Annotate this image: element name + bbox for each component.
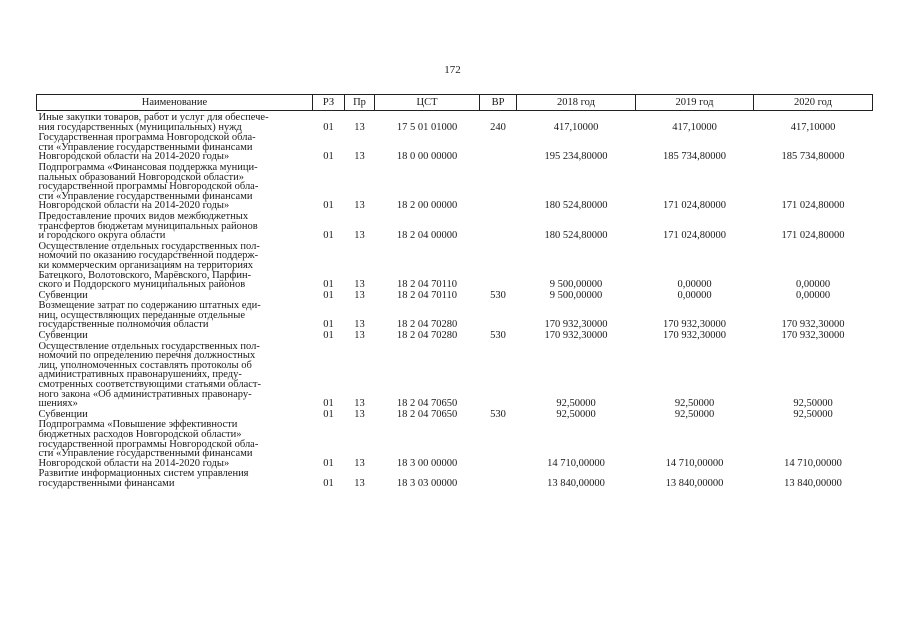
row-rz: 01	[323, 151, 334, 163]
table-row	[37, 162, 873, 211]
row-cst: 18 2 04 70110	[397, 289, 457, 301]
row-cst: 18 3 03 00000	[396, 477, 458, 489]
row-vr	[480, 300, 517, 330]
row-amount-2018: 14 710,00000	[547, 457, 605, 469]
row-amount-2018: 92,50000	[556, 398, 596, 410]
row-amount-2020: 0,00000	[795, 289, 831, 301]
row-rz: 01	[323, 457, 334, 469]
row-amount-2020: 185 734,80000	[781, 151, 845, 163]
row-vr: 530	[490, 408, 506, 420]
row-rz: 01	[323, 330, 334, 342]
row-cst: 18 3 00 00000	[396, 457, 458, 469]
table-row	[37, 419, 873, 468]
row-amount-2018: 13 840,00000	[547, 477, 605, 489]
row-amount-2020: 170 932,30000	[781, 319, 845, 331]
row-amount-2019: 170 932,30000	[663, 330, 726, 342]
row-vr	[480, 468, 517, 488]
header-cst: ЦСТ	[375, 95, 480, 111]
row-amount-2018: 170 932,30000	[544, 330, 608, 342]
row-name: Субвенции	[38, 330, 88, 342]
row-vr	[480, 162, 517, 211]
row-cst: 18 2 00 00000	[396, 200, 458, 212]
row-amount-2018: 170 932,30000	[544, 319, 608, 331]
row-vr: 240	[490, 121, 506, 133]
row-name: Субвенции	[38, 408, 88, 420]
page-number: 172	[444, 64, 461, 76]
table-row	[37, 300, 873, 330]
row-rz: 01	[323, 319, 334, 331]
table-row	[37, 132, 873, 162]
row-pr: 13	[354, 121, 365, 133]
header-2018: 2018 год	[517, 95, 636, 111]
row-vr	[480, 341, 517, 409]
row-cst: 18 2 04 70110	[397, 279, 457, 291]
row-cst: 18 2 04 00000	[396, 230, 458, 242]
row-amount-2018: 9 500,00000	[549, 289, 603, 301]
header-name: Наименование	[37, 95, 313, 111]
row-pr: 13	[354, 319, 365, 331]
row-amount-2018: 92,50000	[556, 408, 596, 420]
row-vr	[480, 241, 517, 290]
row-amount-2019: 170 932,30000	[663, 319, 726, 331]
row-vr	[480, 211, 517, 241]
table-row	[37, 341, 873, 409]
row-amount-2020: 171 024,80000	[781, 230, 845, 242]
header-2020: 2020 год	[754, 95, 873, 111]
row-name: Возмещение затрат по содержанию штатных еди- ниц, осуществляющих переданные отдельные государственные полномочия области	[38, 300, 261, 331]
table-row	[37, 211, 873, 241]
row-rz: 01	[323, 230, 334, 242]
header-row	[37, 95, 873, 111]
row-rz: 01	[323, 477, 334, 489]
row-name: Осуществление отдельных государственных пол- номочий по определению перечня должностных лиц, уполномоченных составлять протоколы об административных правонарушениях, преду- смотренных соответствующими статьями област- ного закона «Об административных правонару- шениях»	[38, 340, 261, 410]
row-rz: 01	[323, 398, 334, 410]
row-vr	[480, 132, 517, 162]
row-pr: 13	[354, 230, 365, 242]
row-pr: 13	[354, 200, 365, 212]
table-body	[37, 111, 873, 489]
row-vr: 530	[490, 330, 506, 342]
header-vr: ВР	[480, 95, 517, 111]
row-amount-2020: 13 840,00000	[784, 477, 842, 489]
row-name: Подпрограмма «Повышение эффективности бюджетных расходов Новгородской области» государственной программы Новгородской обла- сти «Управление государственными финансами Новгородской области на 2014-2020 годы»	[38, 419, 259, 469]
table-row	[37, 409, 873, 420]
row-amount-2018: 180 524,80000	[544, 200, 608, 212]
row-name: Осуществление отдельных государственных пол- номочий по оказанию государственной поддерж- ки коммерческим организациям на территориях Батецкого, Волотовского, Марёвского, Парфин- ского и Поддорского муниципальных районов	[38, 240, 260, 291]
row-amount-2019: 0,00000	[677, 289, 712, 301]
table-row	[37, 241, 873, 290]
row-cst: 17 5 01 01000	[396, 121, 458, 133]
row-vr	[480, 419, 517, 468]
header-pr: Пр	[345, 95, 375, 111]
row-name: Подпрограмма «Финансовая поддержка муници- пальных образований Новгородской области» государственной программы Новгородской обла- сти «Управление государственными финансами Новгородской области на 2014-2020 годы»	[38, 161, 259, 212]
row-amount-2019: 13 840,00000	[665, 477, 724, 489]
row-rz: 01	[323, 121, 334, 133]
row-amount-2019: 92,50000	[674, 408, 715, 420]
row-amount-2020: 92,50000	[793, 408, 833, 420]
table-row	[37, 290, 873, 301]
row-vr: 530	[490, 289, 506, 301]
row-pr: 13	[354, 330, 365, 342]
row-amount-2018: 195 234,80000	[544, 151, 608, 163]
row-name: Развитие информационных систем управления государственными финансами	[38, 468, 249, 489]
row-rz: 01	[323, 289, 334, 301]
row-cst: 18 2 04 70650	[396, 398, 458, 410]
row-rz: 01	[323, 200, 334, 212]
row-amount-2018: 417,10000	[553, 121, 599, 133]
table-row	[37, 330, 873, 341]
row-cst: 18 2 04 70650	[396, 408, 458, 420]
row-amount-2018: 9 500,00000	[549, 279, 603, 291]
table-header	[37, 95, 873, 111]
row-amount-2018: 180 524,80000	[544, 230, 608, 242]
row-pr: 13	[354, 477, 365, 489]
row-amount-2019: 92,50000	[674, 398, 715, 410]
row-amount-2019: 417,10000	[672, 121, 717, 133]
row-pr: 13	[354, 457, 365, 469]
budget-table	[36, 94, 873, 489]
row-amount-2020: 0,00000	[795, 279, 831, 291]
row-amount-2020: 417,10000	[790, 121, 836, 133]
row-cst: 18 2 04 70280	[396, 319, 458, 331]
row-pr: 13	[354, 279, 365, 291]
table-row	[37, 468, 873, 488]
row-amount-2020: 170 932,30000	[781, 330, 845, 342]
row-amount-2019: 171 024,80000	[663, 200, 726, 212]
header-rz: РЗ	[313, 95, 345, 111]
row-amount-2020: 92,50000	[793, 398, 833, 410]
row-rz: 01	[323, 279, 334, 291]
row-cst: 18 0 00 00000	[396, 151, 458, 163]
row-amount-2020: 171 024,80000	[781, 200, 845, 212]
row-rz: 01	[323, 408, 334, 420]
row-name: Субвенции	[38, 289, 88, 301]
row-cst: 18 2 04 70280	[396, 330, 458, 342]
row-amount-2020: 14 710,00000	[784, 457, 842, 469]
row-pr: 13	[354, 289, 365, 301]
row-amount-2019: 171 024,80000	[663, 230, 726, 242]
header-2019: 2019 год	[636, 95, 754, 111]
row-amount-2019: 14 710,00000	[665, 457, 724, 469]
row-name: Иные закупки товаров, работ и услуг для обеспече- ния государственных (муниципальных) нужд	[38, 112, 269, 133]
row-name: Государственная программа Новгородской обла- сти «Управление государственными финансами Новгородской области на 2014-2020 годы»	[38, 132, 256, 163]
row-amount-2019: 185 734,80000	[663, 151, 726, 163]
row-pr: 13	[354, 398, 365, 410]
row-pr: 13	[354, 408, 365, 420]
row-amount-2019: 0,00000	[677, 279, 712, 291]
row-pr: 13	[354, 151, 365, 163]
row-name: Предоставление прочих видов межбюджетных трансфертов бюджетам муниципальных районов и городского округа области	[38, 210, 258, 242]
table-row	[37, 111, 873, 133]
